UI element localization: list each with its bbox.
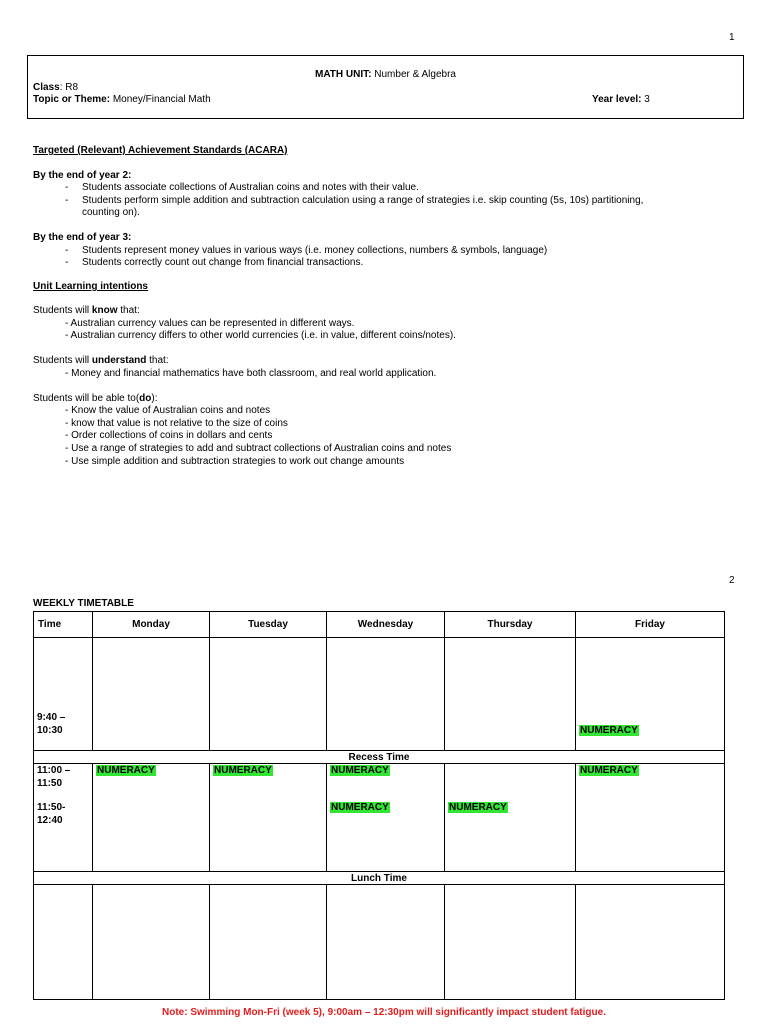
timetable-row-afternoon — [34, 885, 725, 1000]
tuesday-slot — [210, 885, 327, 1000]
bullet-dash: - — [65, 257, 69, 268]
know-item: - Australian currency values can be represented in different ways. — [65, 318, 355, 329]
thursday-slot — [445, 764, 576, 872]
topic-field: Topic or Theme: Money/Financial Math — [33, 94, 211, 105]
know-item: - Australian currency differs to other world currencies (i.e. in value, different coins/notes). — [65, 330, 456, 341]
numeracy-badge: NUMERACY — [331, 802, 389, 813]
numeracy-badge: NUMERACY — [331, 765, 389, 776]
timetable-header-row — [34, 612, 725, 638]
bullet-dash: - — [65, 195, 69, 206]
year3-item: Students represent money values in various ways (i.e. money collections, numbers & symbols, language) — [82, 245, 548, 256]
timetable-row-midday — [34, 764, 725, 872]
monday-slot — [93, 885, 210, 1000]
tuesday-slot — [210, 638, 327, 751]
intentions-heading: Unit Learning intentions — [33, 281, 148, 292]
do-item: - Know the value of Australian coins and notes — [65, 405, 271, 416]
do-item: - know that value is not relative to the size of coins — [65, 418, 288, 429]
time-cell — [34, 885, 93, 1000]
year3-item: Students correctly count out change from financial transactions. — [82, 257, 364, 268]
time-cell: 11:00 – 11:50 11:50- 12:40 — [34, 764, 93, 872]
know-intro: Students will know that: — [33, 305, 140, 316]
time-cell: 9:40 – 10:30 — [34, 638, 93, 751]
numeracy-badge: NUMERACY — [580, 765, 638, 776]
thursday-slot — [445, 885, 576, 1000]
friday-slot — [576, 885, 725, 1000]
numeracy-badge: NUMERACY — [449, 802, 507, 813]
unit-header-box — [27, 55, 744, 119]
year2-heading: By the end of year 2: — [33, 170, 132, 181]
lunch-label: Lunch Time — [34, 872, 725, 885]
page-number-1: 1 — [729, 32, 735, 43]
year3-heading: By the end of year 3: — [33, 232, 132, 243]
year2-item: Students associate collections of Australian coins and notes with their value. — [82, 182, 419, 193]
header-monday: Monday — [93, 612, 210, 638]
understand-intro: Students will understand that: — [33, 355, 169, 366]
math-unit-title: MATH UNIT: Number & Algebra — [315, 69, 456, 80]
header-thursday: Thursday — [445, 612, 576, 638]
lunch-row — [34, 872, 725, 885]
recess-label: Recess Time — [34, 751, 725, 764]
do-item: - Use a range of strategies to add and subtract collections of Australian coins and notes — [65, 443, 452, 454]
tuesday-slot — [210, 764, 327, 872]
weekly-timetable — [33, 611, 725, 1000]
year2-item: Students perform simple addition and subtraction calculation using a range of strategies i.e. skip counting (5s, 10s) partitioning, — [82, 195, 644, 206]
wednesday-slot — [327, 764, 445, 872]
do-item: - Use simple addition and subtraction strategies to work out change amounts — [65, 456, 405, 467]
understand-item: - Money and financial mathematics have both classroom, and real world application. — [65, 368, 437, 379]
header-tuesday: Tuesday — [210, 612, 327, 638]
recess-row — [34, 751, 725, 764]
friday-slot — [576, 764, 725, 872]
friday-slot — [576, 638, 725, 751]
bullet-dash: - — [65, 182, 69, 193]
thursday-slot — [445, 638, 576, 751]
swimming-note: Note: Swimming Mon-Fri (week 5), 9:00am – 12:30pm will significantly impact student fatigue. — [162, 1007, 606, 1018]
bullet-dash: - — [65, 245, 69, 256]
wednesday-slot — [327, 885, 445, 1000]
page-number-2: 2 — [729, 575, 735, 586]
monday-slot — [93, 638, 210, 751]
header-time: Time — [34, 612, 93, 638]
numeracy-badge: NUMERACY — [580, 725, 638, 736]
do-item: - Order collections of coins in dollars and cents — [65, 430, 273, 441]
wednesday-slot — [327, 638, 445, 751]
monday-slot — [93, 764, 210, 872]
year-level-field: Year level: 3 — [592, 94, 650, 105]
do-intro: Students will be able to(do): — [33, 393, 158, 404]
timetable-title: WEEKLY TIMETABLE — [33, 598, 134, 609]
timetable-row-morning — [34, 638, 725, 751]
header-friday: Friday — [576, 612, 725, 638]
header-wednesday: Wednesday — [327, 612, 445, 638]
standards-heading: Targeted (Relevant) Achievement Standards (ACARA) — [33, 145, 288, 156]
class-field: Class: R8 — [33, 82, 79, 93]
numeracy-badge: NUMERACY — [97, 765, 155, 776]
year2-item: counting on). — [82, 207, 140, 218]
numeracy-badge: NUMERACY — [214, 765, 272, 776]
